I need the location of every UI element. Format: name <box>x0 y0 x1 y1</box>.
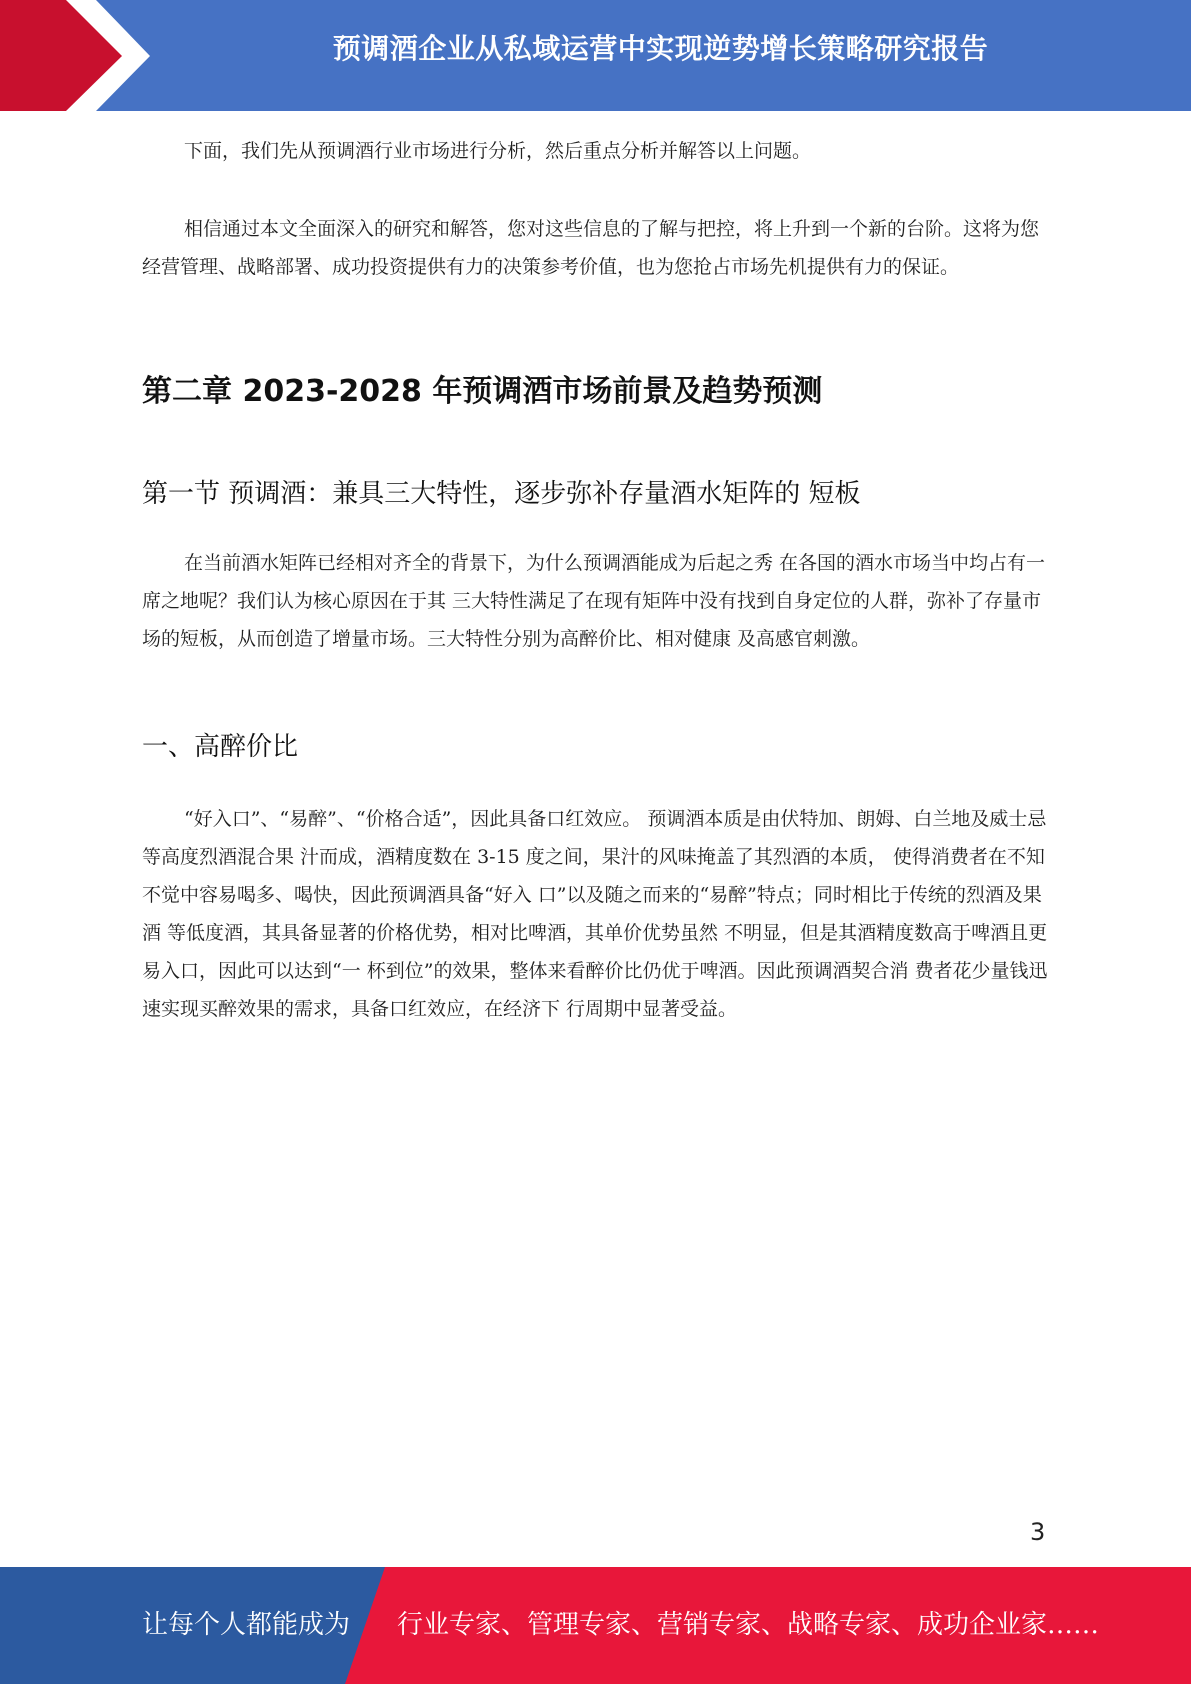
page-header <box>0 0 1191 111</box>
subsection-title: 一、高醉价比 <box>142 732 299 762</box>
report-title: 预调酒企业从私域运营中实现逆势增长策略研究报告 <box>332 32 989 65</box>
section-paragraph: 在当前酒水矩阵已经相对齐全的背景下，为什么预调酒能成为后起之秀 在各国的酒水市场当中均占有一席之地呢？我们认为核心原因在于其 三大特性满足了在现有矩阵中没有找到自身定位的人群，弥补了存量市 场的短板，从而创造了增量市场。三大特性分别为高醉价比、相对健康 及高感官刺激。 <box>142 552 1046 650</box>
chapter-title: 第二章 2023-2028 年预调酒市场前景及趋势预测 <box>142 374 823 409</box>
intro-paragraph-2: 相信通过本文全面深入的研究和解答，您对这些信息的了解与把控，将上升到一个新的台阶。这将为您经营管理、战略部署、成功投资提供有力的决策参考价值，也为您抢占市场先机提供有力的保证。 <box>142 218 1040 278</box>
intro-paragraph-1: 下面，我们先从预调酒行业市场进行分析，然后重点分析并解答以上问题。 <box>184 140 812 162</box>
subsection-paragraph: “好入口”、“易醉”、“价格合适”，因此具备口红效应。 预调酒本质是由伏特加、朗姆、白兰地及威士忌等高度烈酒混合果 汁而成，酒精度数在 3-15 度之间，果汁的风味掩盖了其烈酒的本质， 使得消费者在不知不觉中容易喝多、喝快，因此预调酒具备“好入 口”以及随之而来的“易醉”特点；同时相比于传统的烈酒及果酒 等低度酒，其具备显著的价格优势，相对比啤酒，其单价优势虽然 不明显，但是其酒精度数高于啤酒且更易入口，因此可以达到“一 杯到位”的效果，整体来看醉价比仍优于啤酒。因此预调酒契合消 费者花少量钱迅速实现买醉效果的需求，具备口红效应，在经济下 行周期中显著受益。 <box>142 808 1048 1020</box>
footer-slogan-left: 让每个人都能成为 <box>142 1610 351 1640</box>
page-footer <box>0 1567 1191 1684</box>
section-title: 第一节 预调酒：兼具三大特性，逐步弥补存量酒水矩阵的 短板 <box>142 479 861 509</box>
page-number: 3 <box>1030 1518 1046 1546</box>
footer-slogan-right: 行业专家、管理专家、营销专家、战略专家、成功企业家…… <box>397 1610 1100 1640</box>
